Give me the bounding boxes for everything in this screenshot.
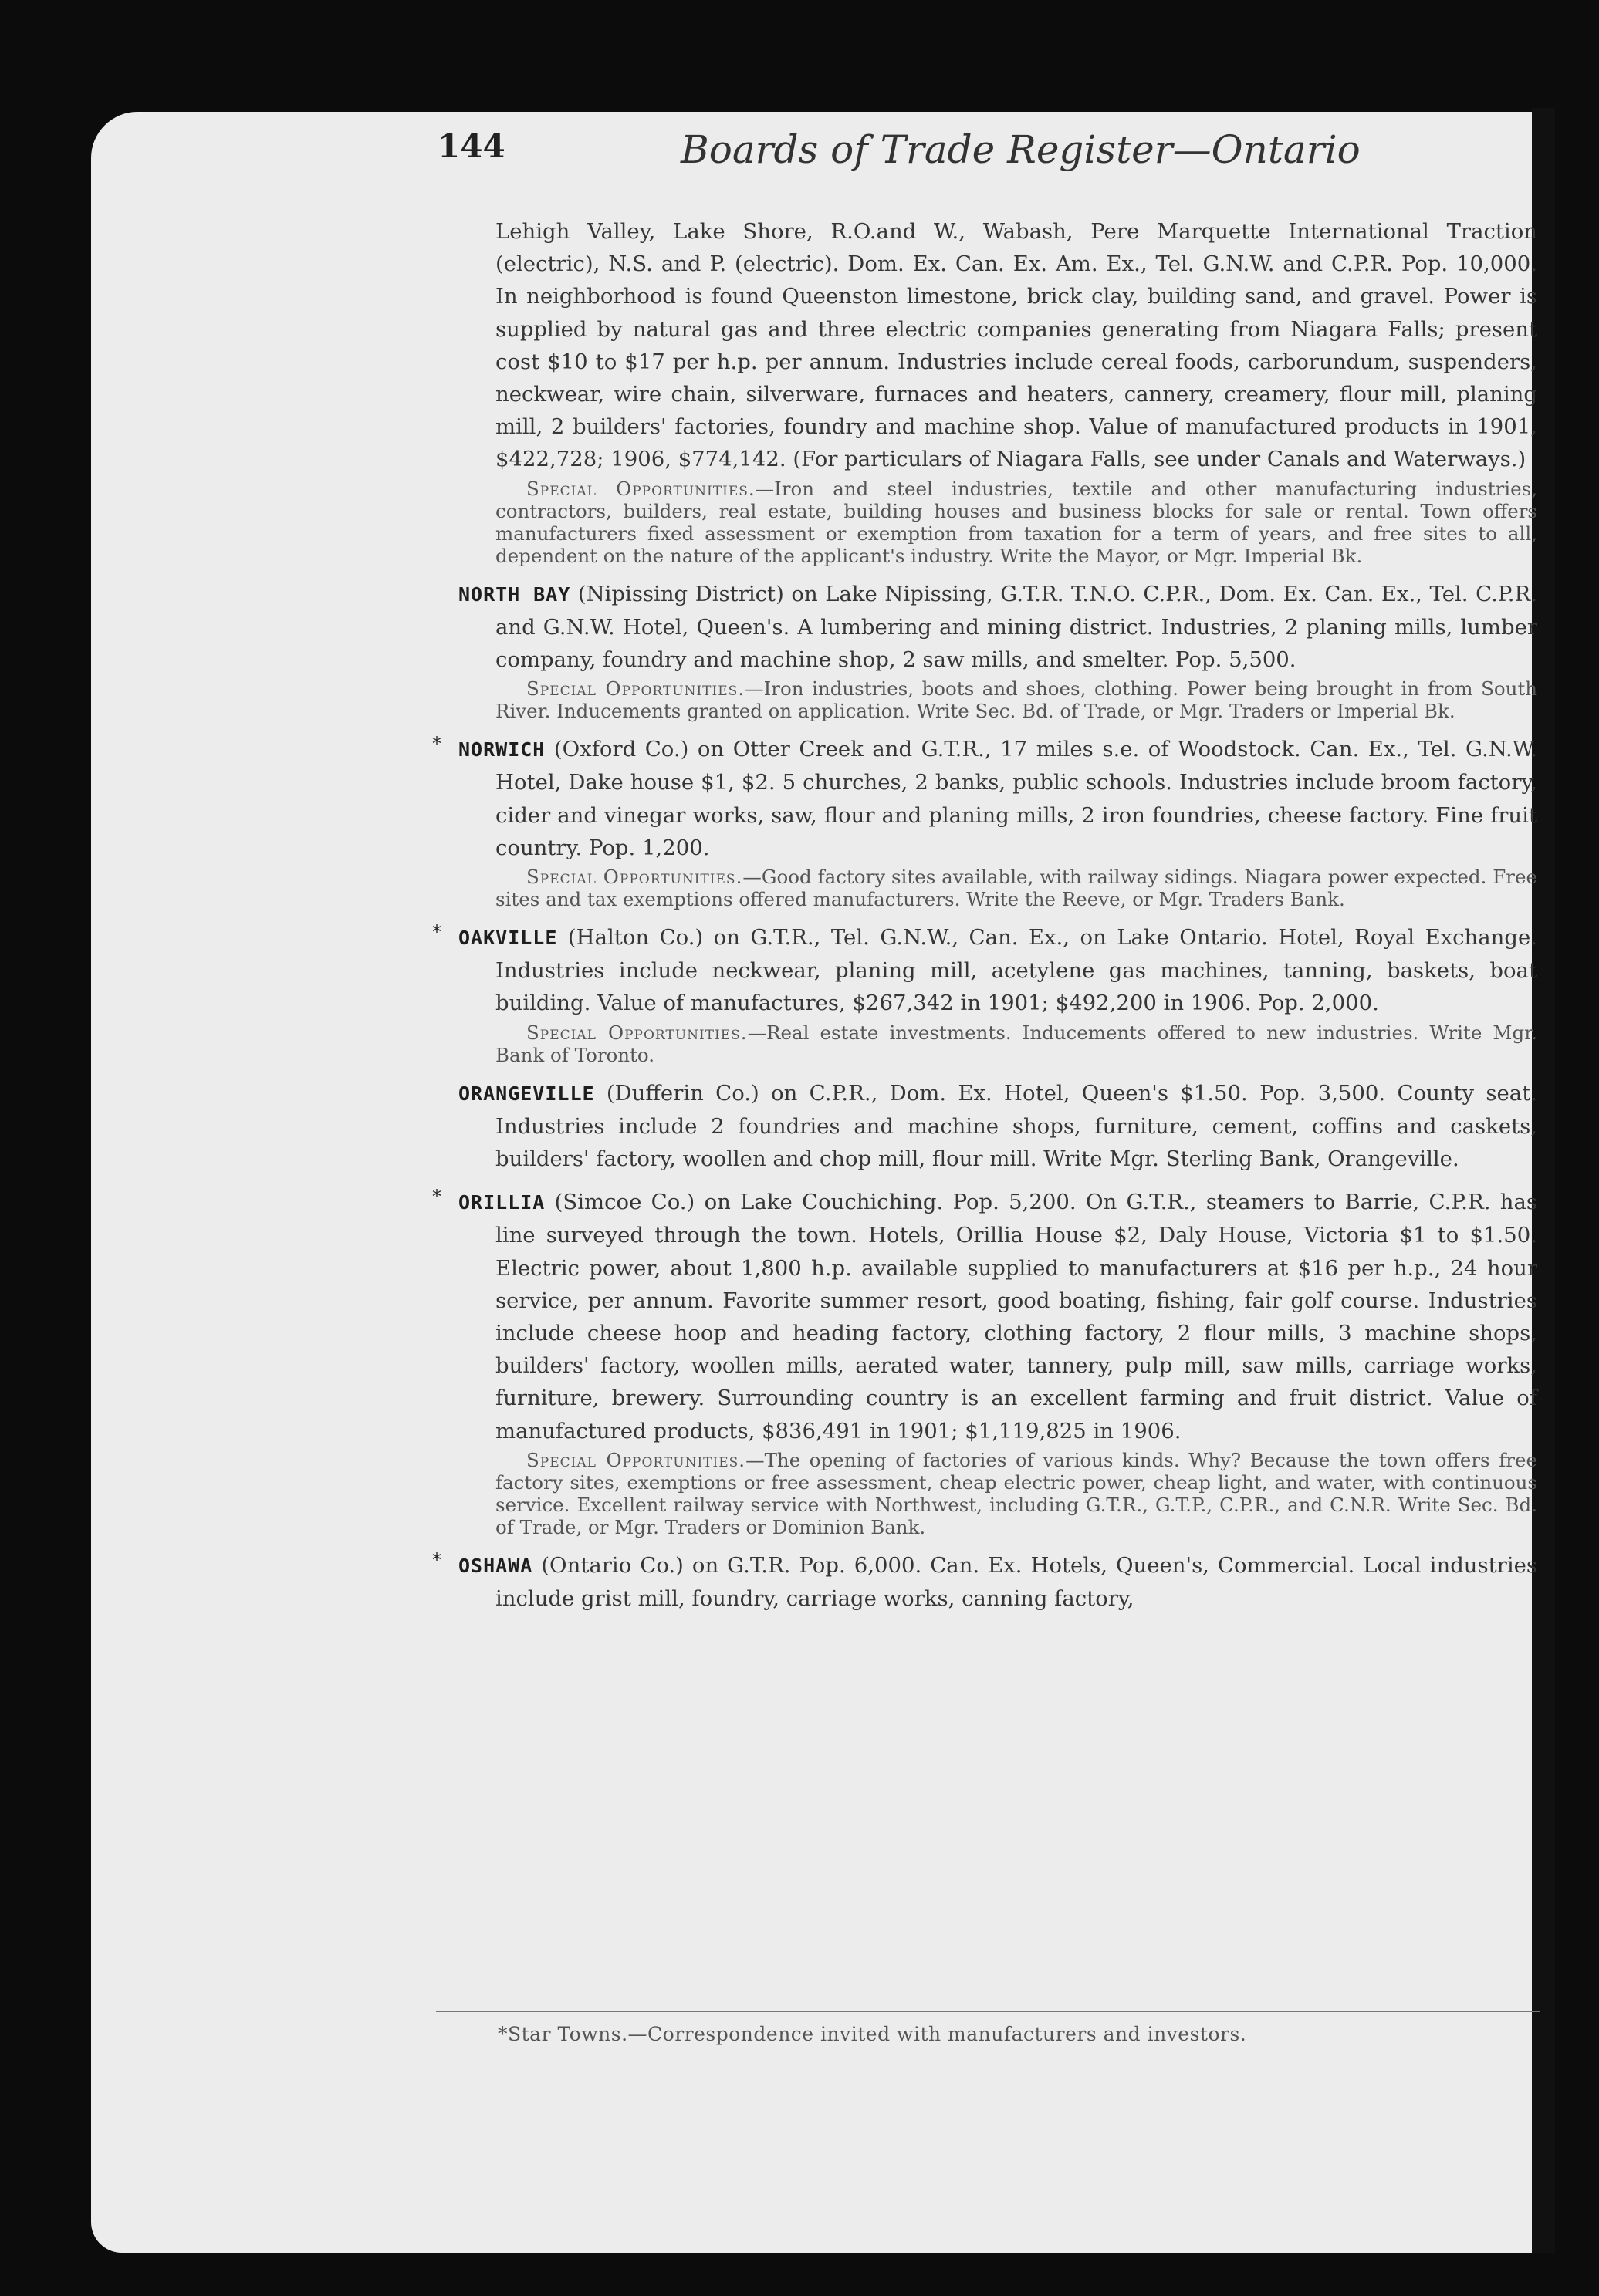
running-head: Boards of Trade Register—Ontario	[681, 127, 1361, 172]
star-town-marker: *	[432, 1186, 441, 1208]
special-opportunities	[349, 1021, 1537, 1066]
special-label: Special Opportunities.	[526, 677, 745, 701]
town-name: ORANGEVILLE	[458, 1082, 595, 1105]
special-opportunities	[349, 1449, 1537, 1538]
special-opportunities	[349, 866, 1537, 910]
special-text: —Iron and steel industries, textile and other manufacturing industries, contractors, builders, real estate, building houses and business blocks for sale or rental. Town offers manufacturers fixed assessment or exemption from taxation for a term of years, and free sites to all, dependent on the nature of the applicant's industry. Write the Mayor, or Mgr. Imperial Bk.	[495, 477, 1538, 567]
town-entry-text	[349, 921, 1537, 1020]
town-entries	[349, 578, 1553, 1616]
special-text: —Real estate investments. Inducements offered to new industries. Write Mgr. Bank of Toronto.	[495, 1021, 1538, 1066]
town-name: OAKVILLE	[458, 927, 558, 950]
star-town-marker: *	[432, 1548, 441, 1571]
town-name: NORWICH	[458, 738, 546, 761]
town-entry	[349, 1186, 1553, 1538]
town-entry	[349, 578, 1553, 723]
continuation-paragraph: Lehigh Valley, Lake Shore, R.O.and W., Wabash, Pere Marquette International Traction (electric), N.S. and P. (electric). Dom. Ex. Can. Ex. Am. Ex., Tel. G.N.W. and C.P.R. Pop. 10,000. In neighborhood is found Queenston limestone, brick clay, building sand, and gravel. Power is supplied by natural gas and three electric companies generating from Niagara Falls; present cost $10 to $17 per h.p. per annum. Industries include cereal foods, carborundum, suspenders, neckwear, wire chain, silverware, furnaces and heaters, cannery, creamery, flour mill, planing mill, 2 builders' factories, foundry and machine shop. Value of manufactured products in 1901, $422,728; 1906, $774,142. (For particulars of Niagara Falls, see under Canals and Waterways.)	[495, 219, 1537, 472]
town-description: (Halton Co.) on G.T.R., Tel. G.N.W., Can. Ex., on Lake Ontario. Hotel, Royal Exchange. Industries include neckwear, planing mill, acetylene gas machines, tanning, baskets, boat building. Value of manufactures, $267,342 in 1901; $492,200 in 1906. Pop. 2,000.	[495, 925, 1537, 1016]
special-label: Special Opportunities.	[526, 1448, 746, 1471]
special-label: Special Opportunities.	[526, 477, 756, 500]
town-description: (Simcoe Co.) on Lake Couchiching. Pop. 5,200. On G.T.R., steamers to Barrie, C.P.R. has line surveyed through the town. Hotels, Orillia House $2, Daly House, Victoria $1 to $1.50. Electric power, about 1,800 h.p. available supplied to manufacturers at $16 per h.p., 24 hour service, per annum. Favorite summer resort, good boating, fishing, fair golf course. Industries include cheese hoop and heading factory, clothing factory, 2 flour mills, 3 machine shops, builders' factory, woollen mills, aerated water, tannery, pulp mill, saw mills, carriage works, furniture, brewery. Surrounding country is an excellent farming and fruit district. Value of manufactured products, $836,491 in 1901; $1,119,825 in 1906.	[495, 1190, 1537, 1443]
town-name: NORTH BAY	[458, 582, 571, 606]
town-entry-text	[349, 578, 1537, 677]
town-name: ORILLIA	[458, 1191, 546, 1214]
star-town-marker: *	[432, 733, 441, 755]
special-text: —The opening of factories of various kinds. Why? Because the town offers free factory sites, exemptions or free assessment, cheap electric power, cheap light, and water, with continuous service. Excellent railway service with Northwest, including G.T.R., G.T.P., C.P.R., and C.N.R. Write Sec. Bd. of Trade, or Mgr. Traders or Dominion Bank.	[495, 1448, 1537, 1538]
continuation-special-opportunities	[349, 478, 1537, 567]
town-entry-text	[349, 733, 1537, 864]
page-content	[349, 127, 1553, 1626]
town-entry	[349, 733, 1553, 910]
star-town-marker: *	[432, 921, 441, 944]
town-entry	[349, 1077, 1553, 1176]
town-description: (Dufferin Co.) on C.P.R., Dom. Ex. Hotel, Queen's $1.50. Pop. 3,500. County seat. Industries include 2 foundries and machine shops, furniture, cement, coffins and caskets, builders' factory, woollen and chop mill, flour mill. Write Mgr. Sterling Bank, Orangeville.	[495, 1080, 1537, 1172]
special-text: —Iron industries, boots and shoes, clothing. Power being brought in from South River. Inducements granted on application. Write Sec. Bd. of Trade, or Mgr. Traders or Imperial Bk.	[495, 677, 1538, 723]
town-entry	[349, 921, 1553, 1066]
town-entry-text	[349, 1186, 1537, 1447]
footnote-rule	[436, 2011, 1540, 2012]
town-name: OSHAWA	[458, 1554, 533, 1577]
footnote: *Star Towns.—Correspondence invited with manufacturers and investors.	[498, 2023, 1247, 2045]
special-label: Special Opportunities.	[526, 1021, 748, 1044]
town-description: (Nipissing District) on Lake Nipissing, G.T.R. T.N.O. C.P.R., Dom. Ex. Can. Ex., Tel. C.P.R. and G.N.W. Hotel, Queen's. A lumbering and mining district. Industries, 2 planing mills, lumber company, foundry and machine shop, 2 saw mills, and smelter. Pop. 5,500.	[495, 581, 1537, 673]
page-header	[349, 127, 1553, 189]
town-description: (Ontario Co.) on G.T.R. Pop. 6,000. Can. Ex. Hotels, Queen's, Commercial. Local industries include grist mill, foundry, carriage works, canning factory,	[495, 1552, 1537, 1612]
page-number: 144	[438, 127, 505, 165]
town-entry	[349, 1549, 1553, 1615]
town-description: (Oxford Co.) on Otter Creek and G.T.R., 17 miles s.e. of Woodstock. Can. Ex., Tel. G.N.W. Hotel, Dake house $1, $2. 5 churches, 2 banks, public schools. Industries include broom factory, cider and vinegar works, saw, flour and planing mills, 2 iron foundries, cheese factory. Fine fruit country. Pop. 1,200.	[495, 737, 1537, 860]
special-text: —Good factory sites available, with railway sidings. Niagara power expected. Free sites and tax exemptions offered manufacturers. Write the Reeve, or Mgr. Traders Bank.	[495, 866, 1537, 911]
town-entry-text	[349, 1077, 1537, 1176]
special-label: Special Opportunities.	[526, 866, 743, 889]
town-entry-text	[349, 1549, 1537, 1615]
special-opportunities	[349, 677, 1537, 722]
